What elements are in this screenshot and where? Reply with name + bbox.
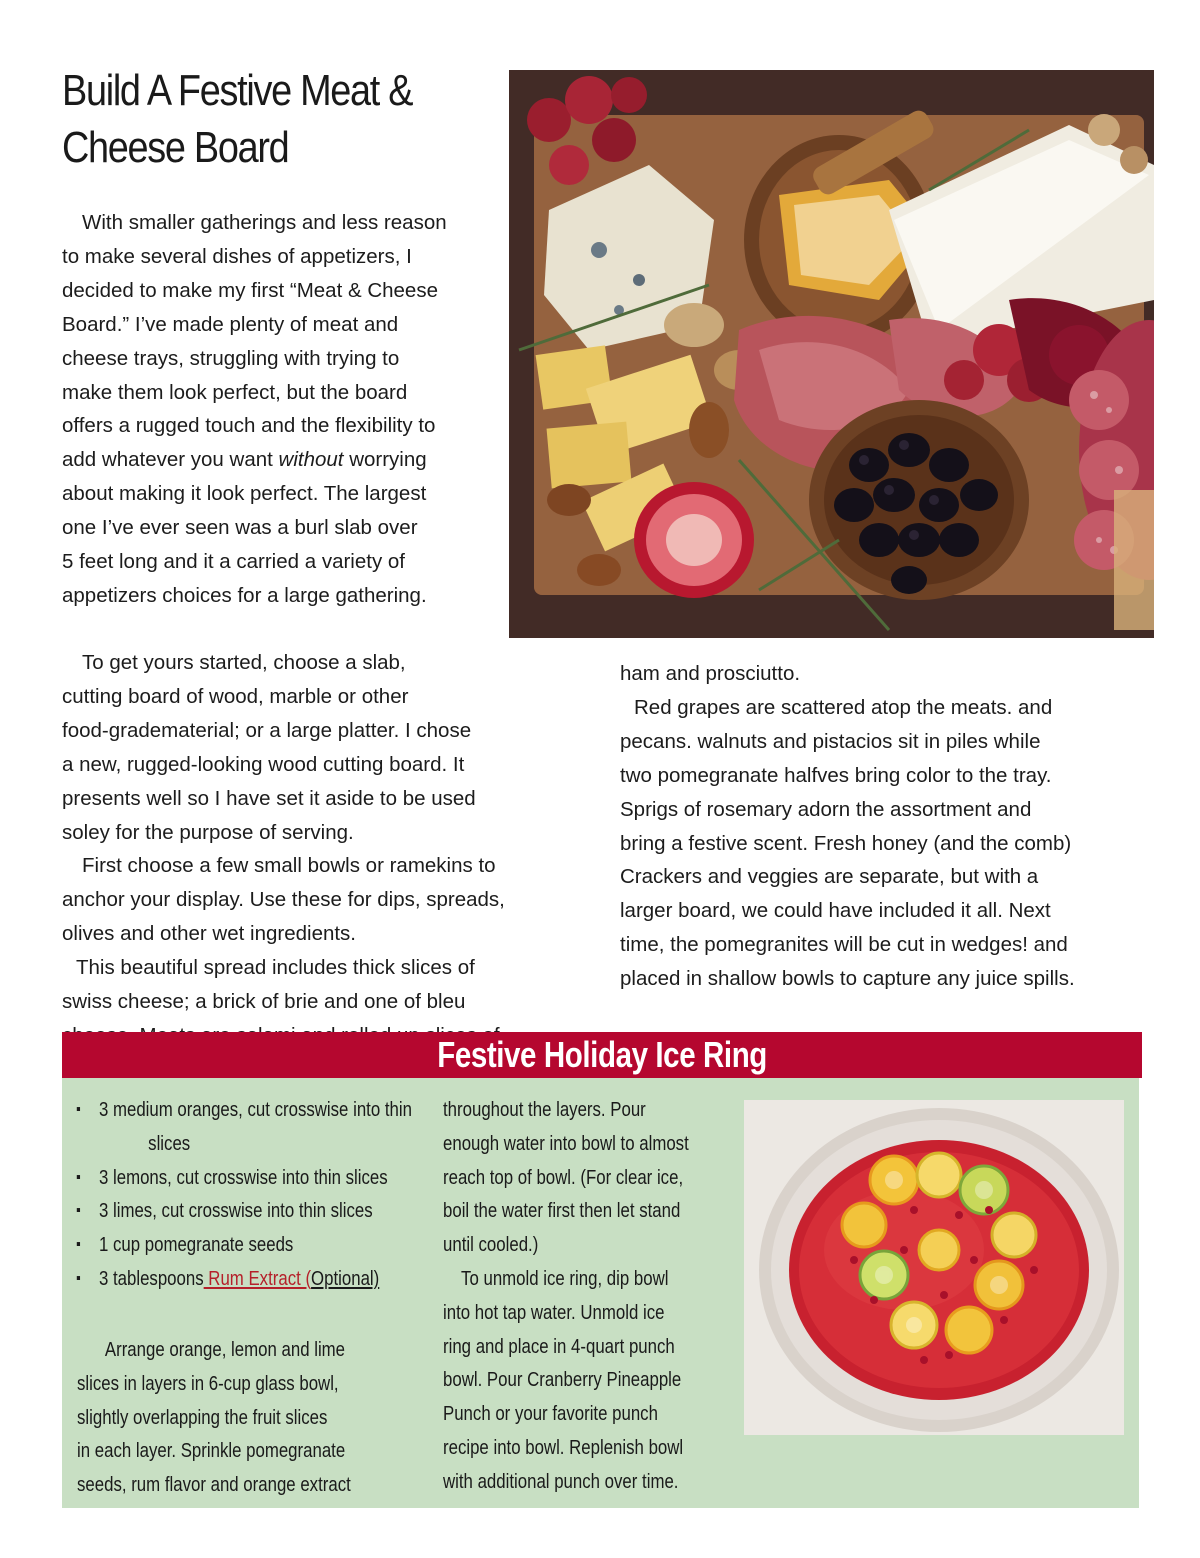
step-line: seeds, rum flavor and orange extract (77, 1473, 351, 1497)
title-line-2: Cheese Board (62, 123, 289, 172)
body-line: Sprigs of rosemary adorn the assortment and (620, 797, 1032, 821)
ingredient-text-wrap: slices (148, 1131, 191, 1155)
article-column-1-lower (62, 646, 582, 1053)
ingredient-item: ▪ 1 cup pomegranate seeds (76, 1228, 412, 1262)
article-title (62, 62, 440, 176)
body-line: Board.” I’ve made plenty of meat and (62, 312, 399, 336)
body-line: olives and other wet ingredients. (62, 922, 357, 946)
body-line: bring a festive scent. Fresh honey (and the comb) (620, 831, 1072, 855)
body-line: larger board, we could have included it all. Next (620, 899, 1051, 923)
ingredient-item: ▪ 3 limes, cut crosswise into thin slices (76, 1194, 412, 1228)
step-line: reach top of bowl. (For clear ice, (443, 1165, 684, 1189)
body-line: decided to make my first “Meat & Cheese (62, 278, 438, 302)
ingredient-item: ▪ 3 lemons, cut crosswise into thin slices (76, 1161, 412, 1195)
body-line: about making it look perfect. The largest (62, 482, 427, 506)
step-line: boil the water first then let stand (443, 1199, 681, 1223)
body-line: pecans. walnuts and pistacios sit in piles while (620, 729, 1041, 753)
text-fragment: add whatever you want (62, 448, 279, 472)
body-line (62, 443, 512, 477)
body-line: offers a rugged touch and the flexibility to (62, 414, 436, 438)
recipe-steps-column-2 (443, 1093, 689, 1499)
ingredient-text: 3 tablespoons (98, 1266, 204, 1290)
article-column-2 (620, 657, 1160, 996)
body-line: With smaller gatherings and less reason (82, 211, 447, 234)
body-line: make them look perfect, but the board (62, 380, 408, 404)
emphasis-without: without (278, 448, 344, 472)
ingredient-item (76, 1262, 412, 1296)
body-line: a new, rugged-looking wood cutting board. It (62, 752, 465, 776)
optional-note: Optional) (311, 1266, 380, 1290)
body-line: presents well so I have set it aside to be used (62, 786, 476, 810)
step-line: To unmold ice ring, dip bowl (461, 1266, 669, 1290)
ingredient-item (76, 1093, 412, 1161)
step-line: throughout the layers. Pour (443, 1098, 646, 1121)
body-line: To get yours started, choose a slab, (82, 651, 406, 674)
body-line: Red grapes are scattered atop the meats. and (634, 695, 1053, 719)
step-line: Arrange orange, lemon and lime (104, 1338, 346, 1361)
step-line: with additional punch over time. (443, 1469, 679, 1493)
body-line: to make several dishes of appetizers, I (62, 244, 412, 268)
body-line: two pomegranate halfves bring color to the tray. (620, 763, 1052, 787)
ice-ring-punch-photo (744, 1100, 1124, 1435)
step-line: until cooled.) (443, 1233, 539, 1257)
body-line: This beautiful spread includes thick slices of (76, 956, 475, 980)
step-line: slightly overlapping the fruit slices (77, 1405, 328, 1429)
step-line: into hot tap water. Unmold ice (443, 1300, 665, 1324)
title-line-1: Build A Festive Meat & (62, 66, 413, 115)
body-line: food-gradematerial; or a large platter. I chose (62, 718, 472, 742)
body-line: cheese trays, struggling with trying to (62, 346, 400, 370)
step-line: ring and place in 4-quart punch (443, 1334, 675, 1358)
recipe-steps-column-1 (77, 1333, 351, 1502)
step-line: enough water into bowl to almost (443, 1131, 689, 1155)
body-line: appetizers choices for a large gathering. (62, 583, 427, 607)
article-column-1-upper (62, 206, 512, 613)
body-line: soley for the purpose of serving. (62, 820, 354, 844)
ingredient-text: 3 medium oranges, cut crosswise into thin (98, 1098, 412, 1121)
body-line: one I’ve ever seen was a burl slab over (62, 516, 418, 540)
step-line: in each layer. Sprinkle pomegranate (77, 1439, 346, 1463)
meat-cheese-board-photo (509, 70, 1154, 638)
recipe-title: Festive Holiday Ice Ring (437, 1034, 767, 1075)
body-line: cutting board of wood, marble or other (62, 684, 409, 708)
body-line: Crackers and veggies are separate, but with a (620, 865, 1039, 889)
body-line: 5 feet long and it a carried a variety of (62, 550, 406, 574)
step-line: Punch or your favorite punch (443, 1402, 658, 1426)
body-line: ham and prosciutto. (620, 662, 801, 685)
step-line: bowl. Pour Cranberry Pineapple (443, 1368, 682, 1392)
body-line: swiss cheese; a brick of brie and one of bleu (62, 990, 466, 1014)
body-line: placed in shallow bowls to capture any juice spills. (620, 967, 1075, 991)
step-line: recipe into bowl. Replenish bowl (443, 1435, 684, 1459)
body-line: First choose a few small bowls or ramekins to (82, 854, 496, 878)
text-fragment: worrying (343, 448, 427, 472)
rum-extract-link[interactable]: Rum Extract ( (203, 1266, 312, 1290)
recipe-box (62, 1078, 1139, 1508)
body-line: anchor your display. Use these for dips, spreads, (62, 888, 505, 912)
ingredient-list (76, 1093, 412, 1296)
step-line: slices in layers in 6-cup glass bowl, (77, 1371, 339, 1395)
recipe-title-banner (62, 1032, 1142, 1078)
body-line: time, the pomegranites will be cut in wedges! and (620, 933, 1068, 957)
